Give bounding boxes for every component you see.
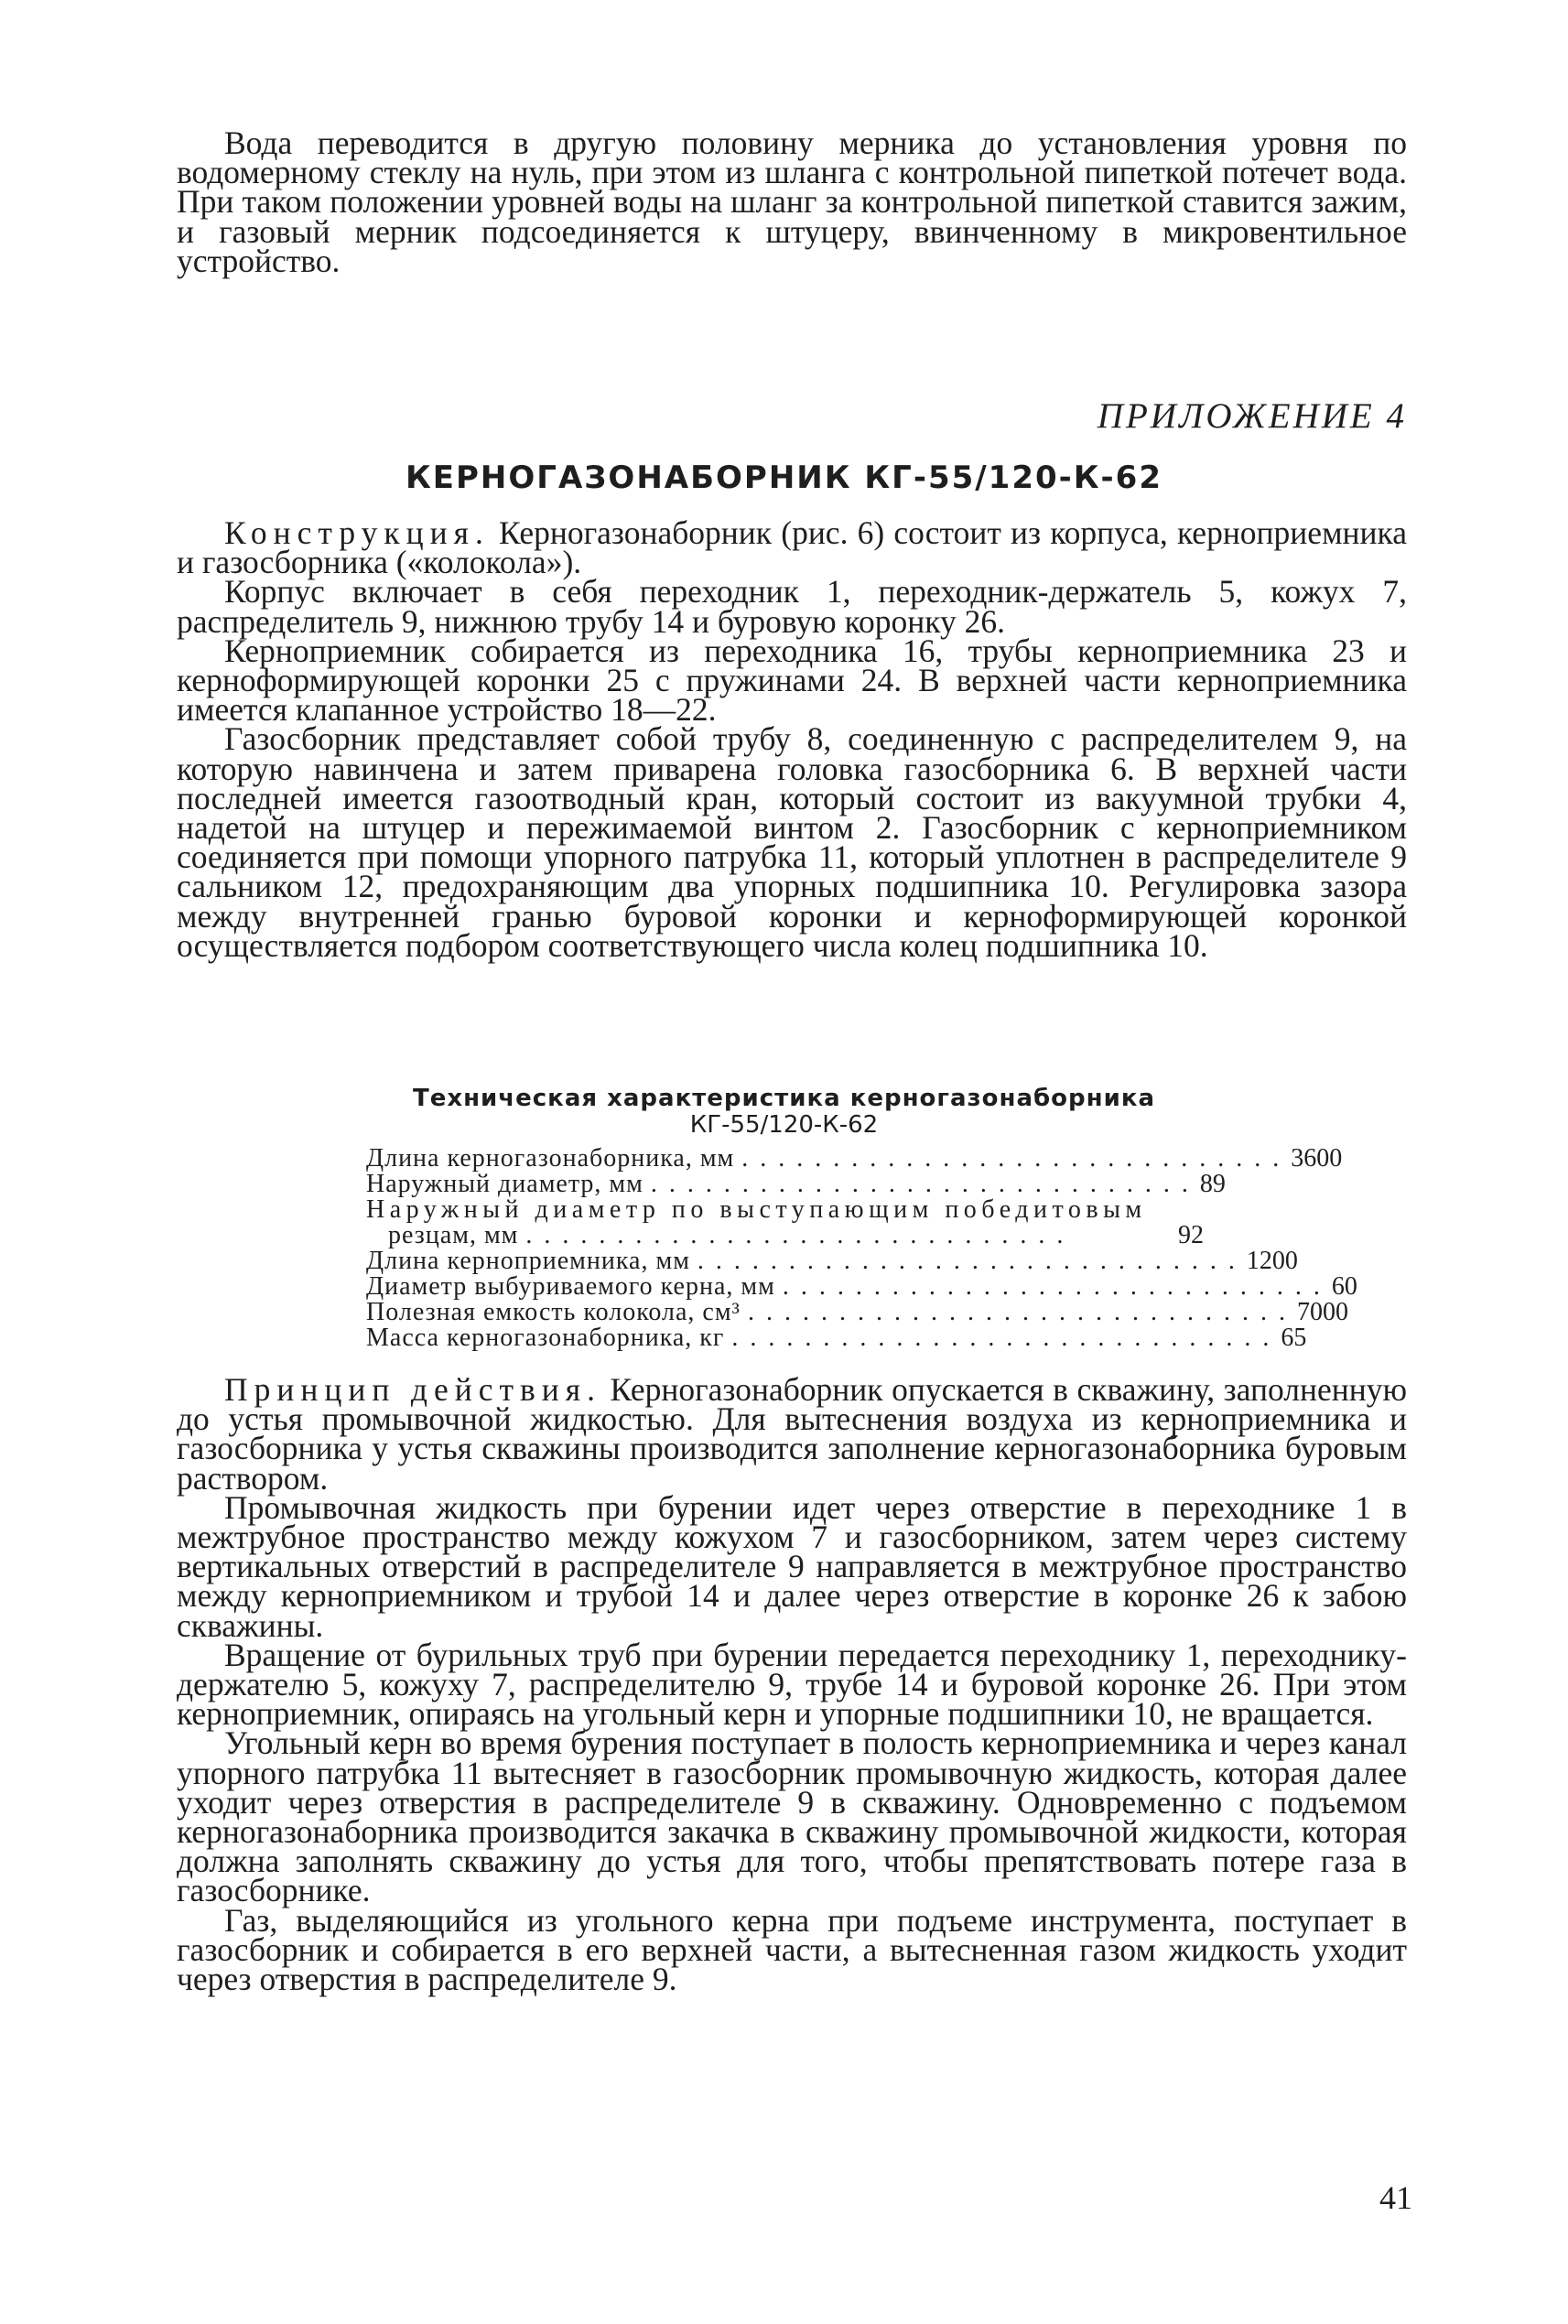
spec-row bbox=[366, 1197, 1204, 1223]
construction-section bbox=[177, 514, 1407, 964]
spec-row bbox=[366, 1170, 1226, 1198]
leader-dots: .............................. bbox=[741, 1144, 1292, 1173]
leader-dots: .............................. bbox=[782, 1272, 1332, 1301]
construction-paragraph-1 bbox=[177, 514, 1407, 581]
leader-dots: .............................. bbox=[650, 1170, 1200, 1198]
intro-paragraph: Вода переводится в другую половину мерника до установления уровня по водомерному стеклу на нуль, при этом из шланга с контрольной пипеткой потечет вода. При таком положении уровней воды на шланг за контрольной пипеткой ставится зажим, и газовый мерник подсоединяется к штуцеру, ввинченному в микровентильное устройство. bbox=[177, 124, 1407, 279]
spec-row-value: 60 bbox=[1331, 1272, 1357, 1301]
page-title: КЕРНОГАЗОНАБОРНИК КГ-55/120-К-62 bbox=[406, 459, 1162, 496]
spec-row-label: Наружный диаметр по выступающим победитовым bbox=[366, 1195, 1147, 1224]
spec-row-label: Наружный диаметр, мм bbox=[366, 1170, 643, 1198]
leader-dots: .............................. bbox=[525, 1221, 1076, 1249]
principle-paragraph-1-text: Керногазонаборник опускается в скважину, заполненную до устья промывочной жидкостью. Для вытеснения воздуха из керноприемника и газосборника у устья скважины производится заполнение керногазонаборника буровым раствором. bbox=[177, 1371, 1407, 1497]
principle-lead: Принцип действия. bbox=[224, 1371, 601, 1408]
principle-paragraph-3: Вращение от бурильных труб при бурении передается переходнику 1, переходнику-держателю 5, кожуху 7, распределителю 9, трубе 14 и буровой коронке 26. При этом керноприемник, опираясь на угольный керн и упорные подшипники 10, не вращается. bbox=[177, 1636, 1407, 1733]
spec-row-label: Диаметр выбуриваемого керна, мм bbox=[366, 1272, 775, 1301]
spec-row bbox=[366, 1272, 1357, 1301]
leader-dots: .............................. bbox=[747, 1298, 1297, 1326]
spec-row bbox=[366, 1223, 1204, 1248]
principle-paragraph-4: Угольный керн во время бурения поступает в полость керноприемника и через канал упорного патрубка 11 вытесняет в газосборник промывочную жидкость, которая далее уходит через отверстия в распределителе 9 в скважину. Одновременно с подъемом керногазонаборника производится закачка в скважину промывочной жидкости, которая должна заполнять скважину до устья для того, чтобы препятствовать потере газа в газосборнике. bbox=[177, 1724, 1407, 1909]
principle-paragraph-2: Промывочная жидкость при бурении идет через отверстие в переходнике 1 в межтрубное пространство между кожухом 7 и газосборником, затем через систему вертикальных отверстий в распределителе 9 направляется в межтрубное пространство между керноприемником и трубой 14 и далее через отверстие в коронке 26 к забою скважины. bbox=[177, 1488, 1407, 1644]
construction-paragraph-1-text: Керногазонаборник (рис. 6) состоит из корпуса, керноприемника и газосборника («колокола»). bbox=[177, 514, 1407, 581]
spec-row-value: 92 bbox=[1178, 1221, 1204, 1249]
spec-row bbox=[366, 1298, 1348, 1326]
spec-title: Техническая характеристика керногазонаборника bbox=[412, 1085, 1156, 1112]
spec-row-value: 7000 bbox=[1296, 1298, 1348, 1326]
page-number: 41 bbox=[1379, 2179, 1412, 2216]
principle-paragraph-1 bbox=[177, 1371, 1407, 1497]
spec-subtitle: КГ-55/120-К-62 bbox=[689, 1111, 879, 1139]
spec-row-value: 65 bbox=[1281, 1324, 1307, 1352]
spec-row-label: резцам, мм bbox=[388, 1221, 519, 1249]
spec-row-value: 1200 bbox=[1246, 1247, 1298, 1275]
leader-dots: .............................. bbox=[697, 1247, 1247, 1275]
leader-dots: .............................. bbox=[731, 1324, 1281, 1352]
spec-row-label: Длина керноприемника, мм bbox=[366, 1247, 690, 1275]
spec-row-value: 3600 bbox=[1291, 1144, 1343, 1173]
construction-paragraph-2: Корпус включает в себя переходник 1, переходник-держатель 5, кожух 7, распределитель 9, нижнюю трубу 14 и буровую коронку 26. bbox=[177, 573, 1407, 640]
principle-paragraph-5: Газ, выделяющийся из угольного керна при подъеме инструмента, поступает в газосборник и собирается в его верхней части, а вытесненная газом жидкость уходит через отверстия в распределителе 9. bbox=[177, 1901, 1407, 1998]
spec-row-label: Полезная емкость колокола, см³ bbox=[366, 1298, 741, 1326]
intro-block bbox=[177, 124, 1407, 279]
principle-section bbox=[177, 1371, 1407, 1998]
spec-row bbox=[366, 1247, 1298, 1275]
spec-table bbox=[366, 1144, 1357, 1352]
spec-row-value: 89 bbox=[1199, 1170, 1226, 1198]
spec-row-label: Масса керногазонаборника, кг bbox=[366, 1324, 725, 1352]
construction-lead: Конструкция. bbox=[224, 514, 490, 551]
spec-row bbox=[366, 1144, 1343, 1173]
spec-row-label: Длина керногазонаборника, мм bbox=[366, 1144, 735, 1173]
spec-row bbox=[366, 1324, 1307, 1352]
construction-paragraph-4: Газосборник представляет собой трубу 8, соединенную с распределителем 9, на которую навинчена и затем приварена головка газосборника 6. В верхней части последней имеется газоотводный кран, который состоит из вакуумной трубки 4, надетой на штуцер и пережимаемой винтом 2. Газосборник с керноприемником соединяется при помощи упорного патрубка 11, который уплотнен в распределителе 9 сальником 12, предохраняющим два упорных подшипника 10. Регулировка зазора между внутренней гранью буровой коронки и кернoформирующей коронкой осуществляется подбором соответствующего числа колец подшипника 10. bbox=[177, 720, 1407, 964]
appendix-label: ПРИЛОЖЕНИЕ 4 bbox=[1097, 396, 1407, 436]
construction-paragraph-3: Керноприемник собирается из переходника 16, трубы керноприемника 23 и кернoформирующей коронки 25 с пружинами 24. В верхней части керноприемника имеется клапанное устройство 18—22. bbox=[177, 632, 1407, 729]
